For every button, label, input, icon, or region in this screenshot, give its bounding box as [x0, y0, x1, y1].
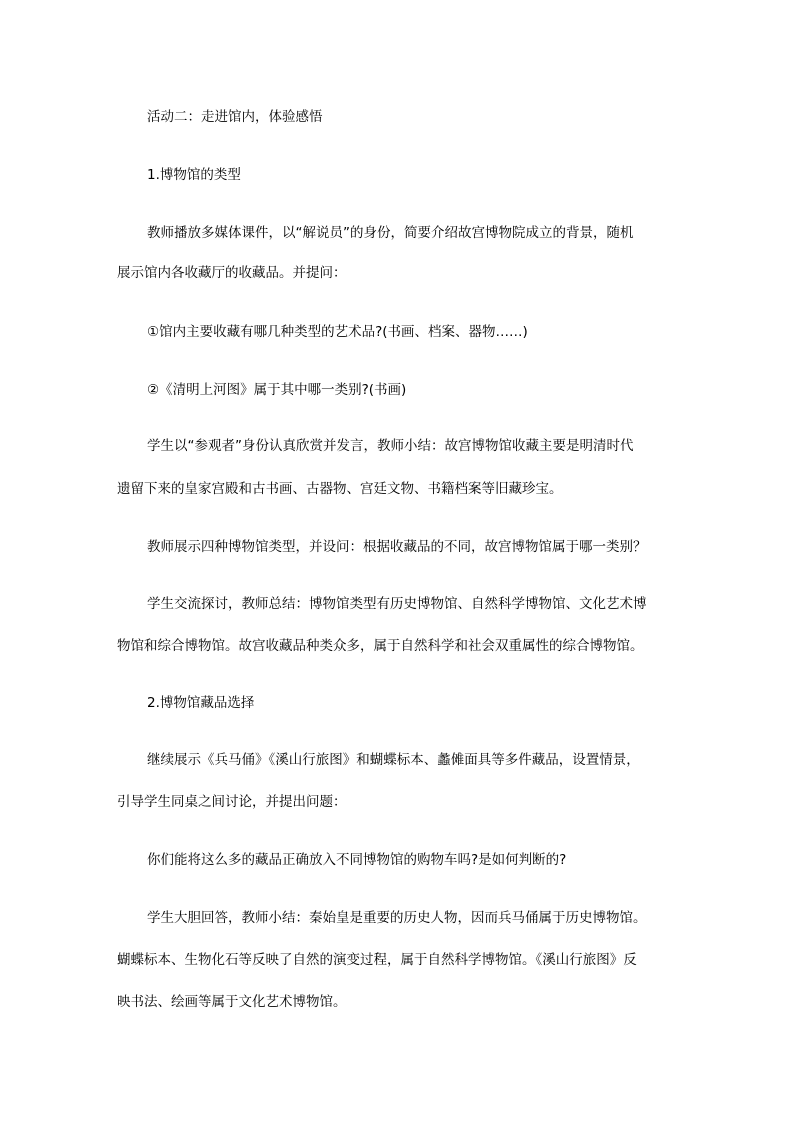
question-item: ②《清明上河图》属于其中哪一类别?(书画) [147, 382, 407, 398]
paragraph-line: 继续展示《兵马俑》《溪山行旅图》和蝴蝶标本、蠡傩面具等多件藏品，设置情景， [147, 752, 640, 768]
paragraph-line: 学生以“参观者”身份认真欣赏并发言，教师小结：故宫博物馆收藏主要是明清时代 [147, 438, 634, 454]
activity-heading: 活动二：走进馆内，体验感悟 [147, 109, 323, 125]
paragraph-line: 蝴蝶标本、生物化石等反映了自然的演变过程，属于自然科学博物馆。《溪山行旅图》反 [117, 952, 637, 968]
section-heading-collection-selection: 2.博物馆藏品选择 [147, 695, 255, 711]
paragraph-line: 遗留下来的皇家宫殿和古书画、古器物、宫廷文物、书籍档案等旧藏珍宝。 [117, 481, 563, 497]
paragraph-line: 教师展示四种博物馆类型，并设问：根据收藏品的不同，故宫博物馆属于哪一类别？ [147, 539, 647, 555]
paragraph-line: 学生大胆回答，教师小结：秦始皇是重要的历史人物，因而兵马俑属于历史博物馆。 [147, 910, 647, 926]
paragraph-line: 展示馆内各收藏厅的收藏品。并提问： [117, 265, 347, 281]
paragraph-line: 学生交流探讨，教师总结：博物馆类型有历史博物馆、自然科学博物馆、文化艺术博 [147, 596, 647, 612]
question-line: 你们能将这么多的藏品正确放入不同博物馆的购物车吗?是如何判断的? [147, 852, 567, 868]
paragraph-line: 物馆和综合博物馆。故宫收藏品种类众多，属于自然科学和社会双重属性的综合博物馆。 [117, 638, 644, 654]
section-heading-museum-types: 1.博物馆的类型 [147, 167, 241, 183]
question-item: ①馆内主要收藏有哪几种类型的艺术品?(书画、档案、器物……) [147, 324, 528, 340]
paragraph-line: 教师播放多媒体课件，以“解说员”的身份，简要介绍故宫博物院成立的背景，随机 [147, 225, 634, 241]
paragraph-line: 引导学生同桌之间讨论，并提出问题： [117, 794, 347, 810]
paragraph-line: 映书法、绘画等属于文化艺术博物馆。 [117, 994, 347, 1010]
